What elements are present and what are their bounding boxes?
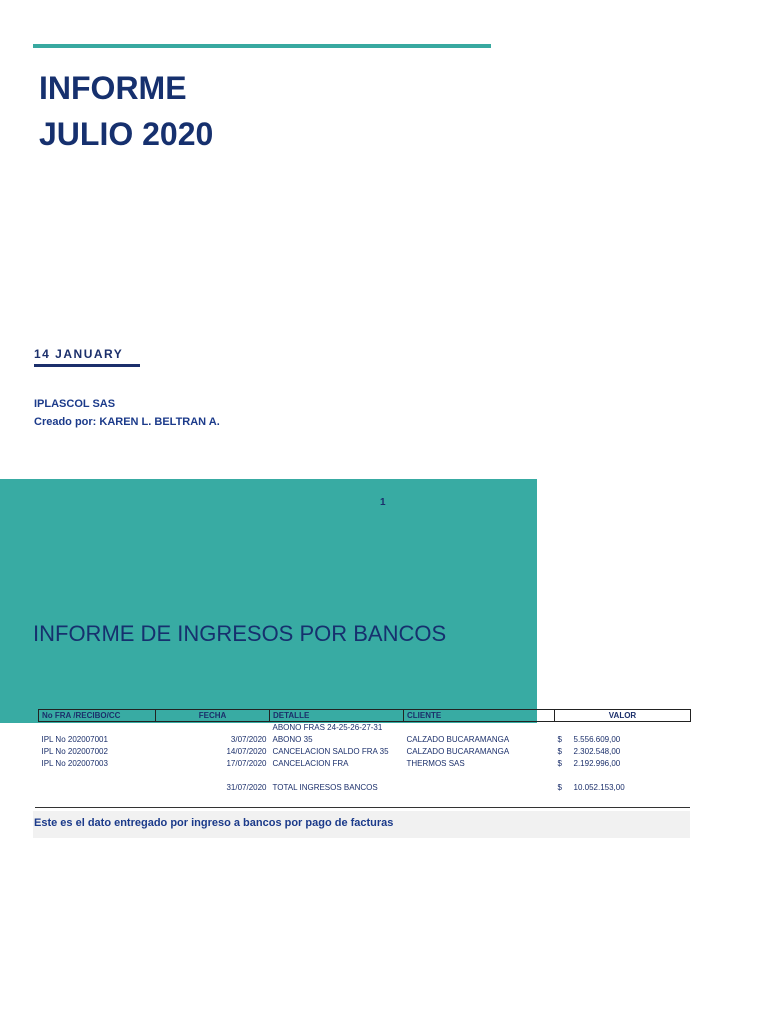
cell-valor [555,722,691,735]
cell-num [39,722,156,735]
teal-banner [0,479,537,723]
cell-fecha [156,722,270,735]
page-number: 1 [380,497,386,508]
header-num: No FRA /RECIBO/CC [39,710,156,722]
table-row [39,734,691,746]
report-date: 14 JANUARY [34,347,124,361]
company-name: IPLASCOL SAS [34,398,116,410]
cell-detalle: ABONO FRAS 24-25-26-27-31 [272,723,383,732]
currency-symbol: $ [557,783,562,792]
total-amount: 10.052.153,00 [573,783,625,792]
cell-num: IPL No 202007003 [41,759,108,768]
cell-valor [555,758,691,770]
cell-valor [555,746,691,758]
cell-cliente [404,722,555,735]
header-cliente: CLIENTE [404,710,555,722]
cell-num: IPL No 202007002 [41,747,108,756]
total-row [39,782,691,794]
currency-symbol: $ [557,759,562,768]
footnote: Este es el dato entregado por ingreso a bancos por pago de facturas [34,817,394,829]
spacer-row [39,770,691,782]
total-fecha: 31/07/2020 [226,783,267,792]
header-fecha: FECHA [156,710,270,722]
section-title: INFORME DE INGRESOS POR BANCOS [33,621,447,646]
table-row [39,758,691,770]
total-valor [555,782,691,794]
amount: 5.556.609,00 [573,735,621,744]
date-underline [34,364,140,367]
cell-detalle: ABONO 35 [272,735,313,744]
cell-cliente: THERMOS SAS [406,759,465,768]
report-title-line1: INFORME [39,70,187,106]
header-valor: VALOR [555,710,691,722]
author-line: Creado por: KAREN L. BELTRAN A. [34,416,220,428]
cell-detalle: CANCELACION FRA [272,759,349,768]
currency-symbol: $ [557,747,562,756]
total-label: TOTAL INGRESOS BANCOS [272,783,378,792]
table-row [39,746,691,758]
table-row [39,722,691,735]
cell-valor [555,734,691,746]
cell-num: IPL No 202007001 [41,735,108,744]
report-title-line2: JULIO 2020 [39,116,214,152]
header-detalle: DETALLE [270,710,404,722]
cell-fecha: 17/07/2020 [226,759,267,768]
cell-fecha: 3/07/2020 [230,735,267,744]
table-header-row [39,710,691,722]
amount: 2.302.548,00 [573,747,621,756]
currency-symbol: $ [557,735,562,744]
cell-fecha: 14/07/2020 [226,747,267,756]
income-table [38,709,691,794]
top-accent-rule [33,44,491,48]
cell-cliente: CALZADO BUCARAMANGA [406,735,510,744]
amount: 2.192.996,00 [573,759,621,768]
cell-detalle: CANCELACION SALDO FRA 35 [272,747,389,756]
cell-cliente: CALZADO BUCARAMANGA [406,747,510,756]
